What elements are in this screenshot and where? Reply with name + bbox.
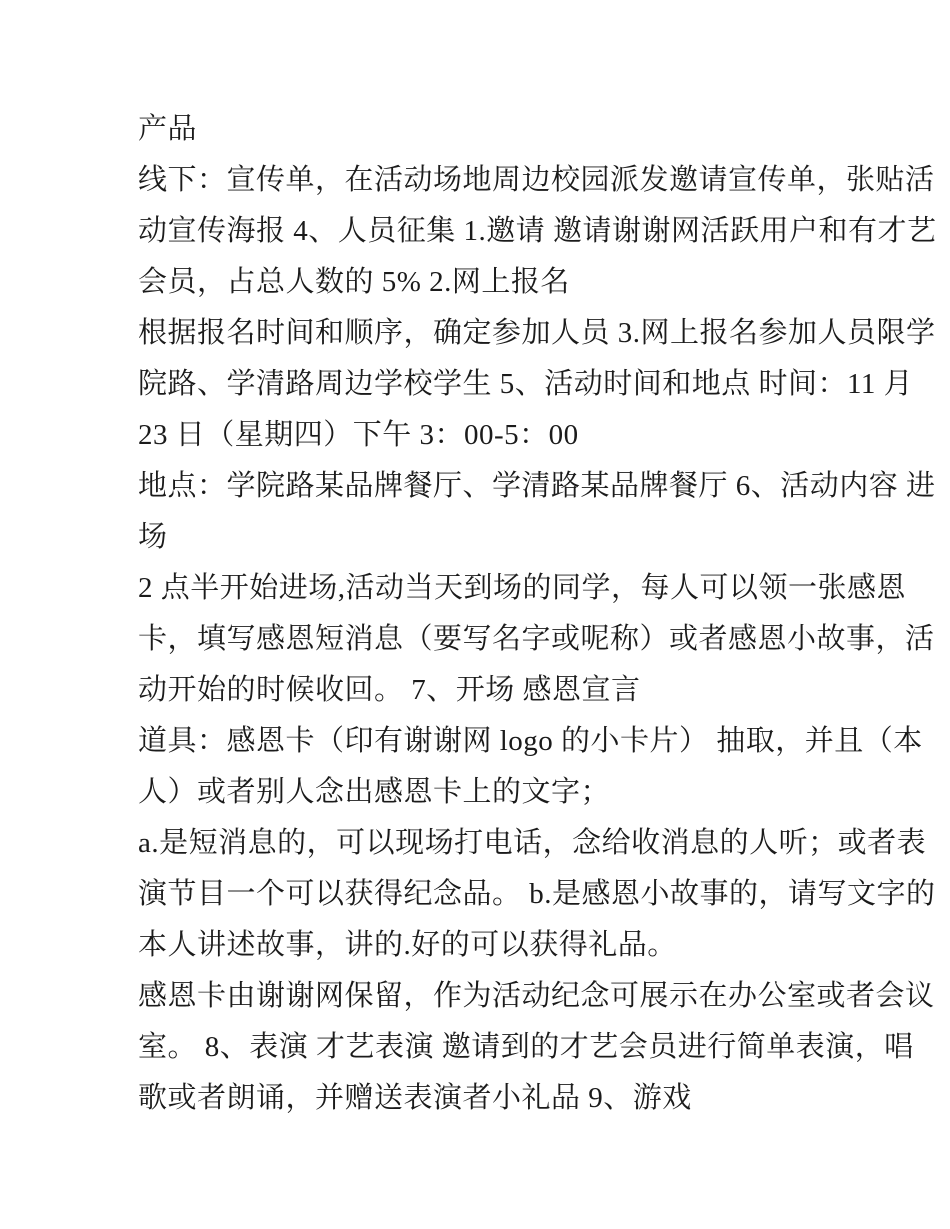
text-line: 本人讲述故事，讲的.好的可以获得礼品。 (138, 929, 677, 961)
text-line: 感恩卡由谢谢网保留，作为活动纪念可展示在办公室或者会议 (138, 980, 935, 1012)
text-line: 线下：宣传单，在活动场地周边校园派发邀请宣传单，张贴活 (138, 164, 935, 196)
text-line: 场 (138, 521, 168, 553)
text-line: 动宣传海报 4、人员征集 1.邀请 邀请谢谢网活跃用户和有才艺 (138, 215, 937, 247)
text-line: 2 点半开始进场,活动当天到场的同学，每人可以领一张感恩 (138, 572, 907, 604)
text-line: 卡，填写感恩短消息（要写名字或呢称）或者感恩小故事，活 (138, 623, 935, 655)
text-line: 产品 (138, 113, 198, 145)
text-line: 23 日（星期四）下午 3：00-5：00 (138, 419, 579, 451)
text-line: 院路、学清路周边学校学生 5、活动时间和地点 时间：11 月 (138, 368, 914, 400)
text-line: 地点：学院路某品牌餐厅、学清路某品牌餐厅 6、活动内容 进 (138, 470, 936, 502)
text-line: 根据报名时间和顺序，确定参加人员 3.网上报名参加人员限学 (138, 317, 936, 349)
text-line: a.是短消息的，可以现场打电话，念给收消息的人听；或者表 (138, 827, 927, 859)
text-line: 演节目一个可以获得纪念品。 b.是感恩小故事的，请写文字的 (138, 878, 936, 910)
text-line: 人）或者别人念出感恩卡上的文字； (138, 776, 611, 808)
text-line: 动开始的时候收回。 7、开场 感恩宣言 (138, 674, 641, 706)
text-line: 室。 8、表演 才艺表演 邀请到的才艺会员进行简单表演，唱 (138, 1031, 914, 1063)
text-line: 道具：感恩卡（印有谢谢网 logo 的小卡片） 抽取，并且（本 (138, 725, 923, 757)
text-line: 会员，占总人数的 5% 2.网上报名 (138, 266, 570, 298)
text-line: 歌或者朗诵，并赠送表演者小礼品 9、游戏 (138, 1082, 692, 1114)
